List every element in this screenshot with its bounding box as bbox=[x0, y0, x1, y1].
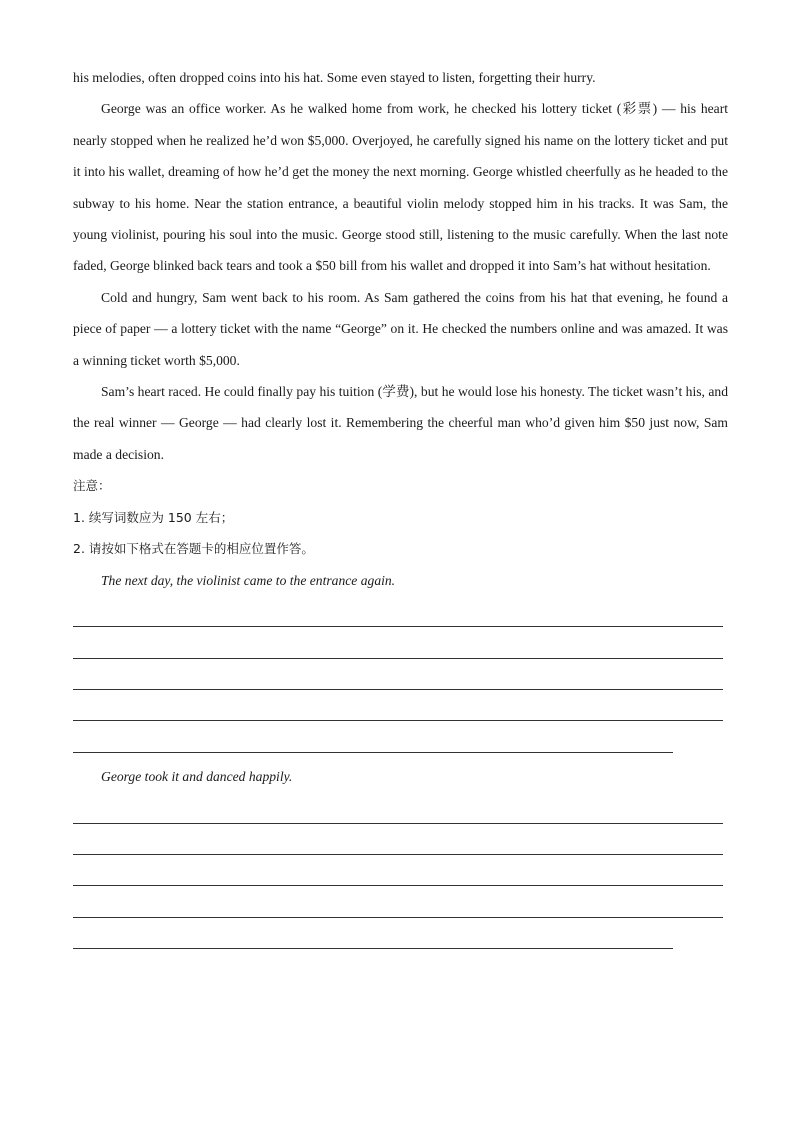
answer-line[interactable] bbox=[73, 918, 673, 949]
notes-heading: 注意： bbox=[73, 478, 111, 494]
answer-line[interactable] bbox=[73, 792, 723, 823]
answer-line[interactable] bbox=[73, 855, 723, 886]
answer-area-second[interactable] bbox=[73, 792, 728, 949]
answer-line[interactable] bbox=[73, 721, 673, 752]
answer-line[interactable] bbox=[73, 690, 723, 721]
document-page bbox=[73, 62, 728, 949]
note-item-format: 2. 请按如下格式在答题卡的相应位置作答。 bbox=[73, 541, 314, 557]
answer-line[interactable] bbox=[73, 886, 723, 917]
continuation-prompt-first: The next day, the violinist came to the entrance again. bbox=[101, 572, 396, 588]
answer-area-first[interactable] bbox=[73, 596, 728, 753]
story-paragraph-1: his melodies, often dropped coins into his hat. Some even stayed to listen, forgetting their hurry. bbox=[73, 70, 596, 85]
story-paragraph-4: Sam’s heart raced. He could finally pay his tuition (学费), but he would lose his honesty. The ticket wasn’t his, and the real winner — George — had clearly lost it. Remembering the cheerful man who’d given him $50 just now, Sam made a decision. bbox=[73, 384, 728, 462]
answer-line[interactable] bbox=[73, 659, 723, 690]
story-paragraph-3: Cold and hungry, Sam went back to his room. As Sam gathered the coins from his hat that evening, he found a piece of paper — a lottery ticket with the name “George” on it. He checked the numbers online and was amazed. It was a winning ticket worth $5,000. bbox=[73, 289, 728, 368]
continuation-prompt-second: George took it and danced happily. bbox=[101, 768, 293, 784]
story-paragraph-2: George was an office worker. As he walked home from work, he checked his lottery ticket (彩票) — his heart nearly stopped when he realized he’d won $5,000. Overjoyed, he carefully signed his name on the lottery ticket and put it into his wallet, dreaming of how he’d get the money the next morning. George whistled cheerfully as he headed to the subway to his home. Near the station entrance, a beautiful violin melody stopped him in his tracks. It was Sam, the young violinist, pouring his soul into the music. George stood still, listening to the music carefully. When the last note faded, George blinked back tears and took a $50 bill from his wallet and dropped it into Sam’s hat without hesitation. bbox=[73, 101, 728, 274]
answer-line[interactable] bbox=[73, 627, 723, 658]
note-item-word-count: 1. 续写词数应为 150 左右； bbox=[73, 509, 234, 525]
answer-line[interactable] bbox=[73, 596, 723, 627]
answer-line[interactable] bbox=[73, 824, 723, 855]
